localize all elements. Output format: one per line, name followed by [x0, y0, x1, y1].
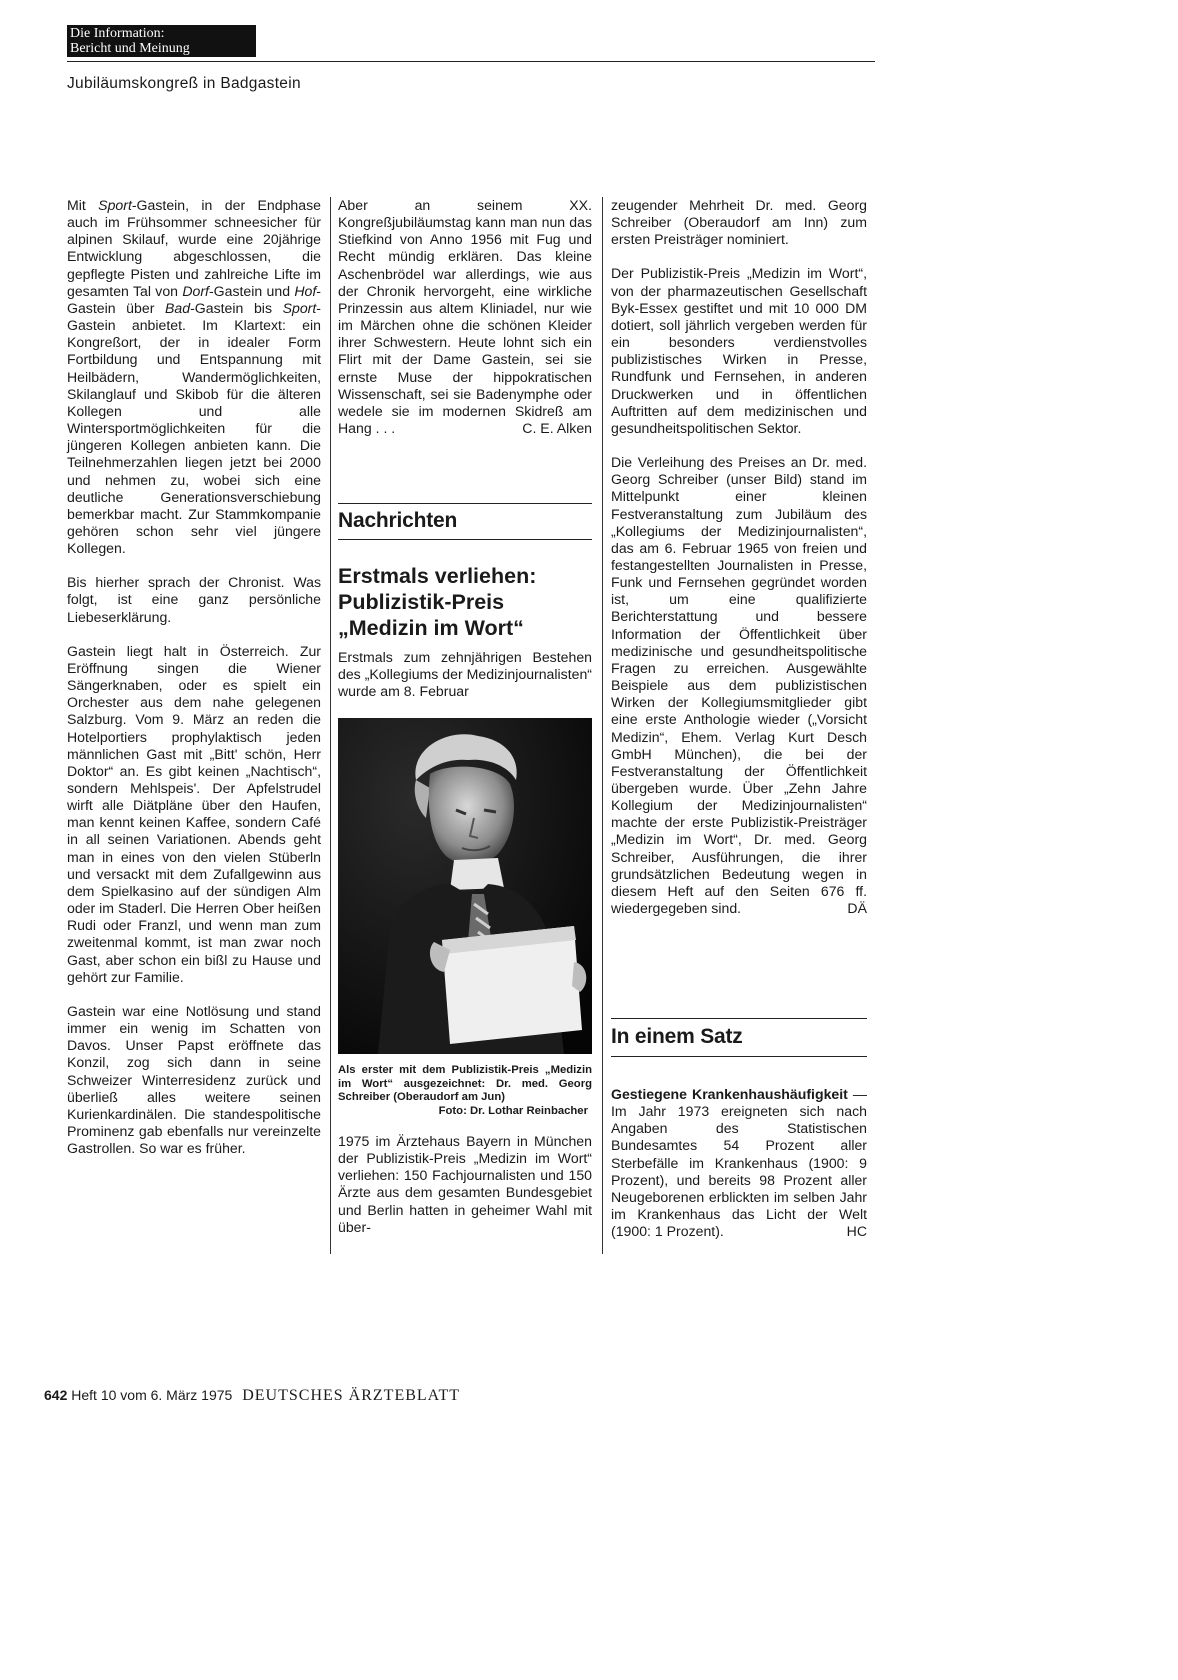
author-signature: C. E. Alken — [522, 420, 592, 437]
rubric-label — [67, 25, 256, 57]
lead-paragraph: Erstmals zum zehnjährigen Bestehen des „Kollegiums der Medizinjournalisten“ wurde am 8. Februar — [338, 649, 592, 700]
section-title-nachrichten: Nachrichten — [338, 509, 458, 532]
rubric-line-2: Bericht und Meinung — [70, 41, 190, 56]
page-footer — [44, 1387, 460, 1405]
news-item-head: Gestiegene Krankenhaushäufigkeit — [611, 1086, 848, 1102]
header-rule — [67, 61, 875, 62]
col1-paragraph-4: Gastein war eine Notlösung und stand immer ein wenig im Schatten von Davos. Unser Papst eröffnete das Konzil, zog sich dann in seine Schweizer Winterresidenz zurück und überließ alles weitere seinen Kurienkardinälen. Die standespolitische Prominenz gab ebenfalls nur vereinzelte Gastrollen. So war es früher. — [67, 1002, 321, 1157]
headline-line-1: Erstmals verliehen: — [338, 564, 537, 588]
masthead: DEUTSCHES ÄRZTEBLATT — [242, 1387, 460, 1404]
col1-paragraph-1: Mit Sport-Gastein, in der Endphase auch im Frühsommer schneesicher für alpinen Skilauf, wurde eine 20jährige Entwicklung abgeschlossen, die gepflegte Pisten und zahlreiche Lifte im gesamten Tal von Dorf-Gastein und Hof-Gastein über Bad-Gastein bis Sport-Gastein anbietet. Im Klartext: ein Kongreßort, der in idealer Form Fortbildung und Entspannung mit Heilbädern, Wandermöglichkeiten, Skilanglauf und Skibob für die älteren Kollegen und alle Wintersportmöglichkeiten für die jüngeren Kollegen anbieten kann. Die Teilnehmerzahlen liegen jetzt bei 2000 und nehmen zu, wobei sich eine deutliche Generationsverschiebung bemerkbar macht. Zur Stammkompanie gehören schon sehr viel jüngere Kollegen. — [67, 197, 321, 557]
col2-paragraph-2: 1975 im Ärztehaus Bayern in München der Publizistik-Preis „Medizin im Wort“ verliehen: 150 Fachjournalisten und 150 Ärzte aus dem gesamten Bundesgebiet und Berlin hatten in geheimer Wahl mit über- — [338, 1133, 592, 1235]
caption-text: Als erster mit dem Publizistik-Preis „Medizin im Wort“ ausgezeichnet: Dr. med. Georg Schreiber (Oberaudorf am Jun) — [338, 1064, 592, 1103]
news-item — [611, 1086, 867, 1257]
news-item-signature: HC — [846, 1223, 867, 1240]
article-signature: DÄ — [847, 900, 867, 917]
column-3 — [611, 197, 867, 934]
column-2 — [338, 197, 592, 454]
col2-paragraph-1: Aber an seinem XX. Kongreßjubiläumstag kann man nun das Stiefkind von Anno 1956 mit Fug und Recht mündig erklären. Das kleine Aschenbrödel war allerdings, wie aus der Chronik hervorgeht, eine wirkliche Prinzessin aus altem Kliniadel, nur wie im Märchen ohne die schönen Kleider ihrer Schwestern. Heute lohnt sich ein Flirt mit der Dame Gastein, sei sie ernste Muse der hippokratischen Wissenschaft, sei sie Badenymphe oder wedele sie im modernen Skidreß am Hang . . . C. E. Alken — [338, 197, 592, 437]
kicker: Jubiläumskongreß in Badgastein — [67, 75, 301, 92]
portrait-photo-image — [338, 718, 592, 1054]
article-headline — [338, 563, 598, 641]
rubric-line-1: Die Information: — [70, 26, 165, 41]
headline-line-2: Publizistik-Preis — [338, 590, 505, 614]
section-rule-bottom — [338, 539, 592, 540]
section-rule-top-2 — [611, 1018, 867, 1019]
news-item-paragraph: Gestiegene Krankenhaushäufigkeit — Im Jahr 1973 ereigneten sich nach Angaben des Statistischen Bundesamtes 54 Prozent aller Sterbefälle im Krankenhaus (1900: 9 Prozent), und bereits 98 Prozent aller Neugeborenen erblickten im selben Jahr im Krankenhaus das Licht der Welt (1900: 1 Prozent). HC — [611, 1086, 868, 1240]
col3-paragraph-3: Die Verleihung des Preises an Dr. med. Georg Schreiber (unser Bild) stand im Mittelpunkt einer kleinen Festveranstaltung zum Jubiläum des „Kollegiums der Medizinjournalisten“, das am 6. Februar 1965 von freien und festangestellten Journalisten in Presse, Funk und Fernsehen gegründet worden ist, um eine qualifizierte Berichterstattung und bessere Information der Öffentlichkeit über medizinische und gesundheitspolitische Fragen zu erreichen. Ausgewählte Beispiele aus dem publizistischen Wirken der Kollegiumsmitglieder gibt eine erste Anthologie wieder („Vorsicht Medizin“, Ehem. Verlag Kurt Desch GmbH München), die bei der Festveranstaltung der Öffentlichkeit übergeben wurde. Über „Zehn Jahre Kollegium der Medizinjournalisten“ machte der erste Publizistik-Preisträger „Medizin im Wort“, Dr. med. Georg Schreiber, Ausführungen, die ihrer grundsätzlichen Bedeutung wegen in diesem Heft auf den Seiten 676 ff. wiedergegeben sind. DÄ — [611, 454, 867, 917]
column-divider-2 — [602, 197, 603, 1254]
portrait-photo — [338, 718, 592, 1054]
col3-paragraph-1: zeugender Mehrheit Dr. med. Georg Schreiber (Oberaudorf am Inn) zum ersten Preisträger nominiert. — [611, 197, 867, 248]
photo-credit: Foto: Dr. Lothar Reinbacher — [438, 1104, 588, 1117]
article-lead — [338, 649, 592, 717]
column-divider-1 — [330, 197, 331, 1254]
section-rule-bottom-2 — [611, 1056, 867, 1057]
col3-paragraph-2: Der Publizistik-Preis „Medizin im Wort“, von der pharmazeutischen Gesellschaft Byk-Essex gestiftet und mit 10 000 DM dotiert, soll jährlich vergeben werden für ein besonders verdienstvolles publizistisches Wirken in Presse, Rundfunk und Fernsehen, in anderen Druckwerken und in öffentlichen Auftritten auf dem medizinischen und gesundheitspolitischen Sektor. — [611, 265, 867, 436]
photo-caption — [338, 1064, 592, 1118]
col1-paragraph-2: Bis hierher sprach der Chronist. Was folgt, ist eine ganz persönliche Liebeserklärung. — [67, 574, 321, 625]
column-1 — [67, 197, 321, 1174]
col1-paragraph-3: Gastein liegt halt in Österreich. Zur Eröffnung singen die Wiener Sängerknaben, oder es spielt ein Orchester aus dem nahe gelegenen Salzburg. Vom 9. März an reden die Hotelportiers prophylaktisch jeden männlichen Gast mit „Bitt' schön, Herr Doktor“ an. Es gibt keinen „Nachtisch“, sondern Mehlspeis'. Der Apfelstrudel wirft alle Diätpläne über den Haufen, man kennt keinen Kaffee, sondern Café in all seinen Variationen. Abends geht man in eines von den vielen Stüberln und versackt mit dem Zufallgewinn aus dem Spielkasino auf der sündigen Alm oder im Staderl. Die Herren Ober heißen Rudi oder Franzl, und wenn man zum zweitenmal kommt, ist man zwar noch Gast, aber schon ein bißl zu Hause und gehört zur Familie. — [67, 642, 321, 985]
section-title-in-einem-satz: In einem Satz — [611, 1025, 743, 1048]
page-number: 642 — [44, 1387, 68, 1403]
headline-line-3: „Medizin im Wort“ — [338, 616, 524, 640]
section-rule-top — [338, 503, 592, 504]
issue-info: Heft 10 vom 6. März 1975 — [71, 1387, 233, 1403]
article-continuation — [338, 1133, 592, 1253]
